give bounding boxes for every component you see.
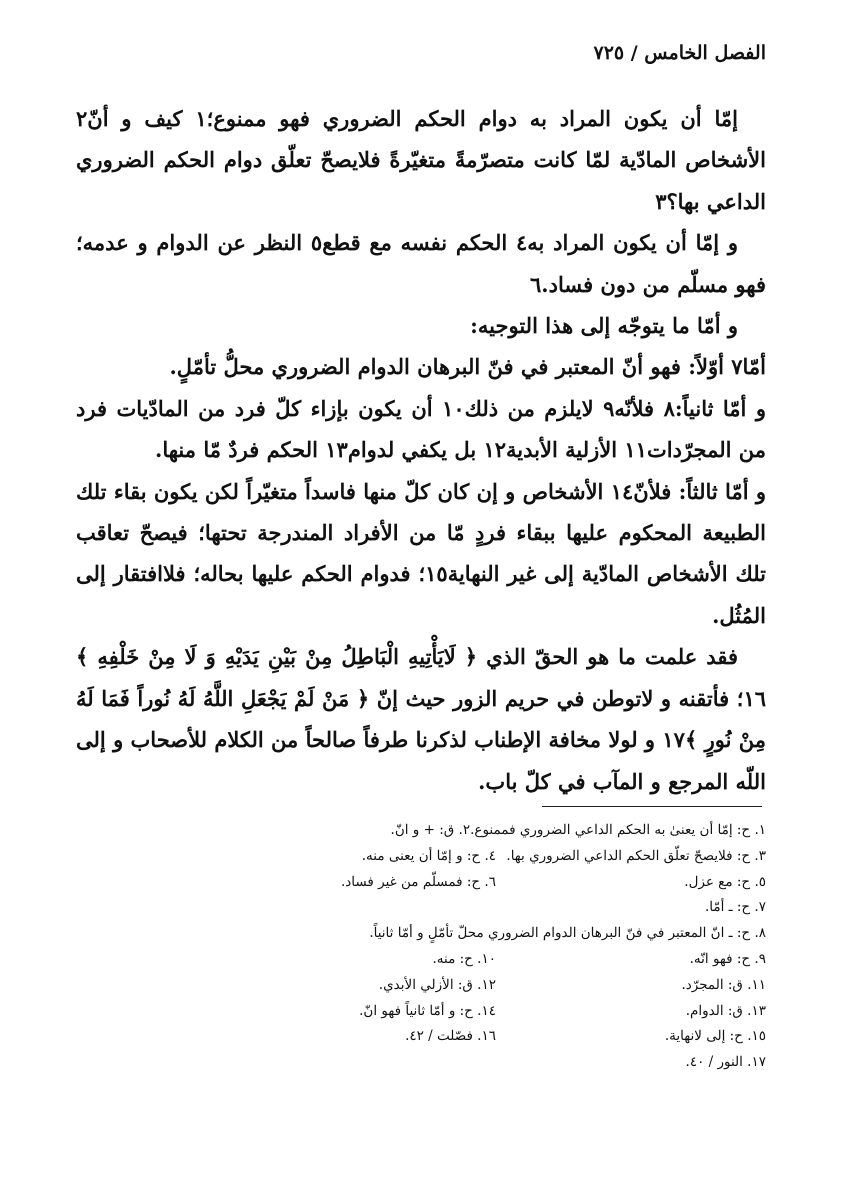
page-header: الفصل الخامس / ٧٢٥ (593, 42, 766, 64)
footnote: ٨. ح: ـ انّ المعتبر في فنّ البرهان الدوام الضروري محلّ تأمّلٍ و أمّا ثانياً. (369, 925, 766, 942)
footnote: ١. ح: إمّا أن يعنىٰ به الحكم الداعي الضروري فممنوع.٢. ق: + و انّ. (390, 822, 766, 838)
footnote: ٧. ح: ـ أمّا. (704, 899, 766, 916)
footnote: ١٧. النور / ٤٠. (685, 1054, 766, 1071)
footnote: ١٢. ق: الأزلي الأبدي. (378, 976, 496, 993)
footnote: ١٦. فصّلت / ٤٢. (405, 1028, 496, 1045)
footnote: ١٥. ح: إلى لانهاية. (664, 1028, 766, 1045)
footnote: ٦. ح: فمسلّم من غير فساد. (340, 873, 496, 890)
footnote: ٤. ح: و إمّا أن يعنى منه. (361, 847, 496, 864)
paragraph-7: فقد علمت ما هو الحقّ الذي ﴿ لَايَأْتِيهِ الْبَاطِلُ مِنْ بَيْنِ يَدَيْهِ وَ لَا مِنْ خَلْفِهِ ﴾١٦؛ فأتقنه و لاتوطن في حريم الزور حيث إنّ ﴿ مَنْ لَمْ يَجْعَلِ اللَّهُ لَهُ نُوراً فَمَا لَهُ مِنْ نُورٍ ﴾١٧ و لولا مخافة الإطناب لذكرنا طرفاً صالحاً من الكلام للأصحاب و إلى اللّه المرجع و المآب في كلّ باب. (76, 644, 767, 794)
footnote: ١١. ق: المجرّد. (681, 976, 766, 993)
footnote: ١٤. ح: و أمّا ثانياً فهو انّ. (359, 1002, 496, 1019)
paragraph-5: و أمّا ثانياً:٨ فلأنّه٩ لايلزم من ذلك١٠ أن يكون بإزاء كلّ فرد من المادّيات فرد من المجرّدات١١ الأزلية الأبدية١٢ بل يكفي لدوام١٣ الحكم فردٌ مّا منها. (76, 395, 767, 463)
paragraph-6: و أمّا ثالثاً: فلأنّ١٤ الأشخاص و إن كان كلّ منها فاسداً متغيّراً لكن يكون بقاء تلك الطبيعة المحكوم عليها ببقاء فردٍ مّا من الأفراد المندرجة تحتها؛ فيصحّ تعاقب تلك الأشخاص المادّية إلى غير النهاية١٥؛ فدوام الحكم عليها بحاله؛ فلاافتقار إلى المُثُل. (76, 478, 766, 628)
footnote-separator (542, 806, 762, 807)
footnote: ١٠. ح: منه. (432, 950, 496, 967)
footnote: ١٣. ق: الدوام. (685, 1002, 766, 1019)
paragraph-3: و أمّا ما يتوجّه إلى هذا التوجيه: (470, 313, 738, 339)
main-text (76, 98, 766, 802)
paragraph-1: إمّا أن يكون المراد به دوام الحكم الضروري فهو ممنوع؛١ كيف و أنّ٢ الأشخاص المادّية لمّا كانت متصرّمةً متغيّرةً فلايصحّ تعلّق دوام الحكم الضروري الداعي بها؟٣ (76, 106, 766, 214)
footnote: ٥. ح: مع عزل. (684, 873, 766, 890)
footnote: ٣. ح: فلايصحّ تعلّق الحكم الداعي الضروري بها. (506, 847, 766, 864)
paragraph-4: أمّا٧ أوّلاً: فهو أنّ المعتبر في فنّ البرهان الدوام الضروري محلُّ تأمّلٍ. (169, 354, 766, 380)
paragraph-2: و إمّا أن يكون المراد به٤ الحكم نفسه مع قطع٥ النظر عن الدوام و عدمه؛ فهو مسلّم من دون فساد.٦ (76, 230, 766, 297)
footnote: ٩. ح: فهو انّه. (689, 950, 766, 967)
footnotes (76, 818, 766, 1076)
